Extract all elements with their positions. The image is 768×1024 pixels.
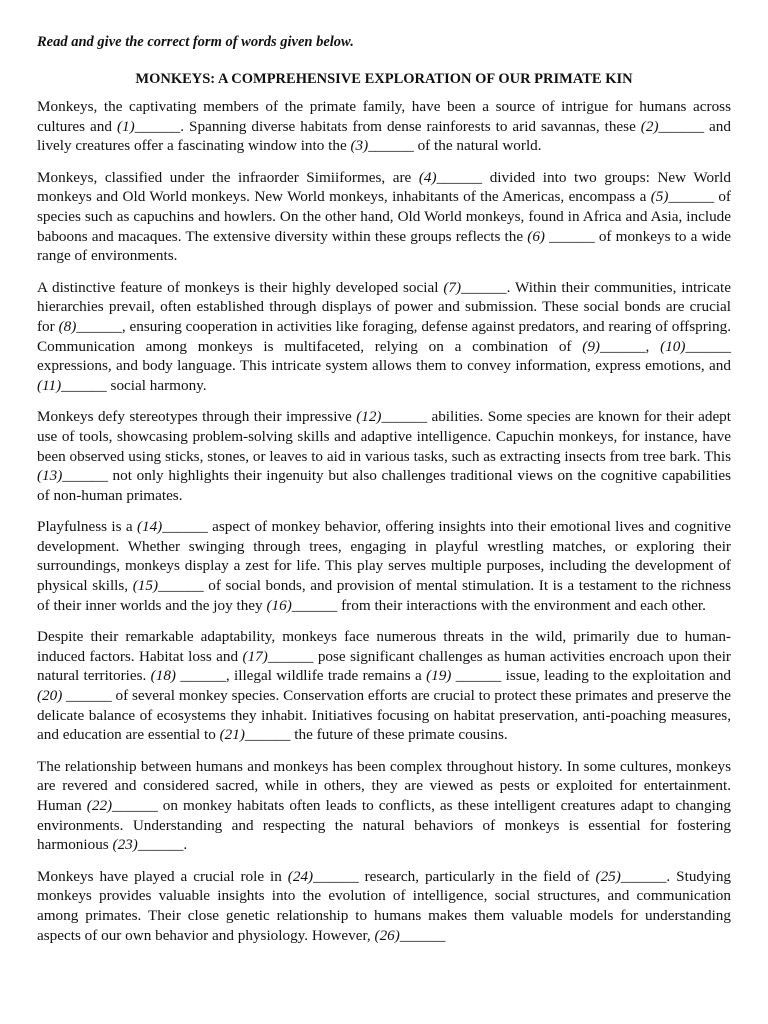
text-run: abilities. Some species are known for their adept use of tools, showcasing problem-solving skills and adaptive intelligence. Capuchin monkeys, for instance, have been observed using sticks, stones, or leaves to aid in various tasks, such as extracting insects from tree bark. This: [37, 408, 731, 465]
blank-gap: (10)______: [660, 337, 732, 355]
text-run: pose significant challenges as human activities encroach upon their natural territories.: [37, 647, 731, 685]
blank-gap: (24)______: [287, 867, 359, 885]
blank-gap: (2)______: [640, 117, 705, 135]
blank-gap: (3)______: [350, 137, 414, 155]
blank-gap: (21)______: [219, 726, 291, 744]
text-run: Despite their remarkable adaptability, monkeys face numerous threats in the wild, primarily due to human-induced factors. Habitat loss and: [37, 628, 731, 665]
blank-gap: (11)______: [37, 376, 107, 394]
text-run: . Within their communities, intricate hierarchies prevail, often established through displays of power and submission. These social bonds are crucial for: [37, 278, 732, 335]
text-run: ______, illegal wildlife trade remains a: [175, 667, 427, 685]
text-run: ______ of monkeys to a wide range of environments.: [37, 227, 731, 265]
blank-gap: (4)______: [418, 168, 483, 186]
text-run: expressions, and body language. This intricate system allows them to convey information, express emotions, and: [37, 357, 731, 375]
blank-gap: (26)______: [374, 926, 446, 944]
text-run: A distinctive feature of monkeys is their highly developed social: [37, 278, 444, 296]
text-run: . Spanning diverse habitats from dense rainforests to arid savannas, these: [180, 117, 641, 135]
instruction: Read and give the correct form of words given below.: [37, 34, 354, 50]
text-run: Monkeys have played a crucial role in: [37, 867, 288, 885]
text-run: of species such as capuchins and howlers. On the other hand, Old World monkeys, found in Africa and Asia, include baboons and macaques. The extensive diversity within these groups reflects the: [37, 188, 731, 245]
body-text: [37, 97, 731, 945]
text-run: Monkeys, classified under the infraorder Simiiformes, are: [37, 168, 419, 186]
blank-gap: (7)______: [443, 278, 507, 296]
paragraph-3: [37, 278, 731, 396]
blank-gap: (16)______: [266, 596, 338, 614]
text-run: , ensuring cooperation in activities like foraging, defense against predators, and rearing of offspring. Communication among monkeys is multifaceted, relying on a combination of: [37, 317, 731, 355]
blank-gap: (13)______: [37, 467, 108, 485]
text-run: ,: [645, 337, 661, 355]
blank-gap: (14)______: [136, 518, 208, 536]
text-run: ______ issue, leading to the exploitation and: [451, 667, 732, 685]
text-run: . Studying monkeys provides valuable insights into the evolution of intelligence, social structures, and communication among primates. Their close genetic relationship to humans makes them valuable models for understanding aspects of our own behavior and physiology. However,: [37, 867, 732, 944]
paragraph-8: [37, 867, 731, 945]
text-run: of the natural world.: [413, 137, 542, 155]
blank-gap: (15)______: [132, 577, 204, 595]
blank-gap: (8)______: [58, 317, 122, 335]
text-run: research, particularly in the field of: [358, 867, 596, 885]
blank-gap: (23)______: [112, 836, 184, 854]
document-page: [37, 34, 731, 957]
blank-gap: (22)______: [86, 797, 158, 814]
blank-gap: (9)______: [582, 337, 646, 355]
document-title: MONKEYS: A COMPREHENSIVE EXPLORATION OF OUR PRIMATE KIN: [135, 71, 633, 87]
paragraph-4: [37, 407, 731, 505]
paragraph-6: [37, 627, 731, 745]
text-run: Playfulness is a: [37, 518, 137, 536]
text-run: ______ of several monkey species. Conservation efforts are crucial to protect these primates and preserve the delicate balance of ecosystems they inhabit. Initiatives focusing on habitat preservation, anti-poaching measures, and education are essential to: [37, 687, 731, 744]
paragraph-5: [37, 517, 731, 615]
text-run: Monkeys defy stereotypes through their impressive: [37, 408, 357, 426]
blank-gap: (25)______: [595, 867, 667, 885]
text-run: and lively creatures offer a fascinating window into the: [37, 117, 731, 155]
text-run: the future of these primate cousins.: [290, 726, 508, 744]
text-run: divided into two groups: New World monkeys and Old World monkeys. New World monkeys, inhabitants of the Americas, encompass a: [37, 168, 731, 206]
text-run: of social bonds, and provision of mental stimulation. It is a testament to the richness of their inner worlds and the joy they: [37, 577, 731, 614]
text-run: aspect of monkey behavior, offering insights into their emotional lives and cognitive development. Whether swinging through trees, engaging in playful wrestling matches, or exploring their surroundings, monkeys display a zest for life. This play serves multiple purposes, including the development of physical skills,: [37, 518, 731, 595]
paragraph-7: [37, 757, 731, 855]
blank-gap: (20): [37, 687, 63, 705]
text-run: .: [183, 836, 188, 854]
paragraph-1: [37, 97, 731, 156]
blank-gap: (5)______: [650, 188, 714, 206]
blank-gap: (19): [426, 667, 452, 685]
paragraph-2: [37, 168, 731, 266]
blank-gap: (1)______: [116, 117, 181, 135]
text-run: on monkey habitats often leads to conflicts, as these intelligent creatures adapt to changing environments. Understanding and respecting the natural behaviors of monkeys is essential for fostering harmonious: [37, 797, 731, 854]
text-run: social harmony.: [106, 376, 207, 394]
text-run: not only highlights their ingenuity but also challenges traditional views on the cognitive capabilities of non-human primates.: [37, 467, 731, 504]
blank-gap: (12)______: [356, 408, 428, 426]
blank-gap: (6): [527, 227, 545, 245]
text-run: The relationship between humans and monkeys has been complex throughout history. In some cultures, monkeys are revered and considered sacred, while in others, they are viewed as pests or exploited for entertainment. Human: [37, 757, 731, 814]
blank-gap: (17)______: [242, 647, 314, 665]
text-run: Monkeys, the captivating members of the primate family, have been a source of intrigue for humans across cultures and: [37, 98, 731, 135]
text-run: from their interactions with the environment and each other.: [337, 596, 706, 614]
blank-gap: (18): [150, 667, 176, 685]
